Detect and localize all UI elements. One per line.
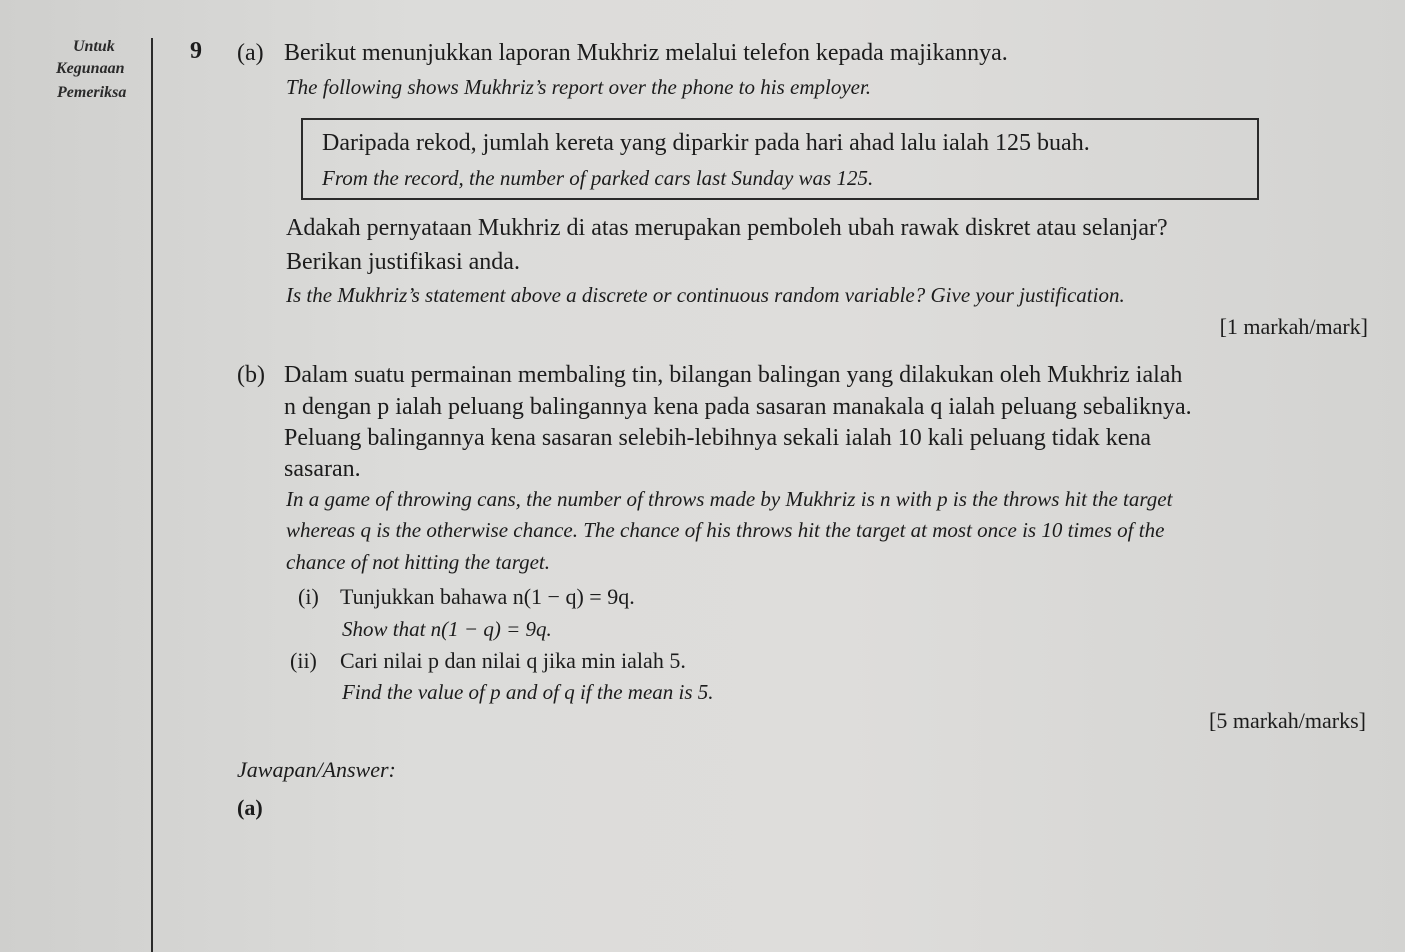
answer-part-a-label: (a) <box>237 795 263 820</box>
sub-ii-en: Find the value of p and of q if the mean is 5. <box>342 680 714 704</box>
sub-i-ms: Tunjukkan bahawa n(1 − q) = 9q. <box>340 584 635 609</box>
part-b-en-line3: chance of not hitting the target. <box>286 550 551 574</box>
sub-i-label: (i) <box>298 584 319 609</box>
margin-rule <box>151 38 153 952</box>
part-a-label: (a) <box>237 40 264 66</box>
part-a-question-ms-line1: Adakah pernyataan Mukhriz di atas merupakan pemboleh ubah rawak diskret atau selanjar? <box>286 215 1168 241</box>
question-number: 9 <box>190 38 202 64</box>
part-a-question-ms-line2: Berikan justifikasi anda. <box>286 249 520 275</box>
part-a-question-en: Is the Mukhriz’s statement above a discrete or continuous random variable? Give your justification. <box>286 283 1125 307</box>
part-b-ms-line1: Dalam suatu permainan membaling tin, bilangan balingan yang dilakukan oleh Mukhriz ialah <box>284 362 1183 388</box>
answer-heading: Jawapan/Answer: <box>237 757 396 782</box>
margin-label-pemeriksa: Pemeriksa <box>57 84 127 101</box>
part-b-ms-line4: sasaran. <box>284 456 361 482</box>
sub-i-en: Show that n(1 − q) = 9q. <box>342 617 552 641</box>
part-b-en-line2: whereas q is the otherwise chance. The chance of his throws hit the target at most once is 10 times of the <box>286 518 1165 542</box>
part-a-marks: [1 markah/mark] <box>1219 314 1368 339</box>
part-b-marks: [5 markah/marks] <box>1209 708 1366 733</box>
report-box-ms: Daripada rekod, jumlah kereta yang diparkir pada hari ahad lalu ialah 125 buah. <box>322 130 1090 156</box>
part-b-ms-line3: Peluang balingannya kena sasaran selebih-lebihnya sekali ialah 10 kali peluang tidak kena <box>284 425 1152 451</box>
margin-label-untuk: Untuk <box>73 38 115 55</box>
part-b-en-line1: In a game of throwing cans, the number of throws made by Mukhriz is n with p is the throws hit the target <box>286 487 1173 511</box>
part-b-ms-line2: n dengan p ialah peluang balingannya kena pada sasaran manakala q ialah peluang sebaliknya. <box>284 394 1192 420</box>
margin-label-kegunaan: Kegunaan <box>56 60 125 77</box>
part-a-intro-en: The following shows Mukhriz’s report over the phone to his employer. <box>286 75 872 99</box>
part-a-intro-ms: Berikut menunjukkan laporan Mukhriz melalui telefon kepada majikannya. <box>284 40 1008 66</box>
report-box-en: From the record, the number of parked cars last Sunday was 125. <box>322 166 874 190</box>
sub-ii-ms: Cari nilai p dan nilai q jika min ialah 5. <box>340 648 686 673</box>
part-b-label: (b) <box>237 362 265 388</box>
sub-ii-label: (ii) <box>290 648 317 673</box>
